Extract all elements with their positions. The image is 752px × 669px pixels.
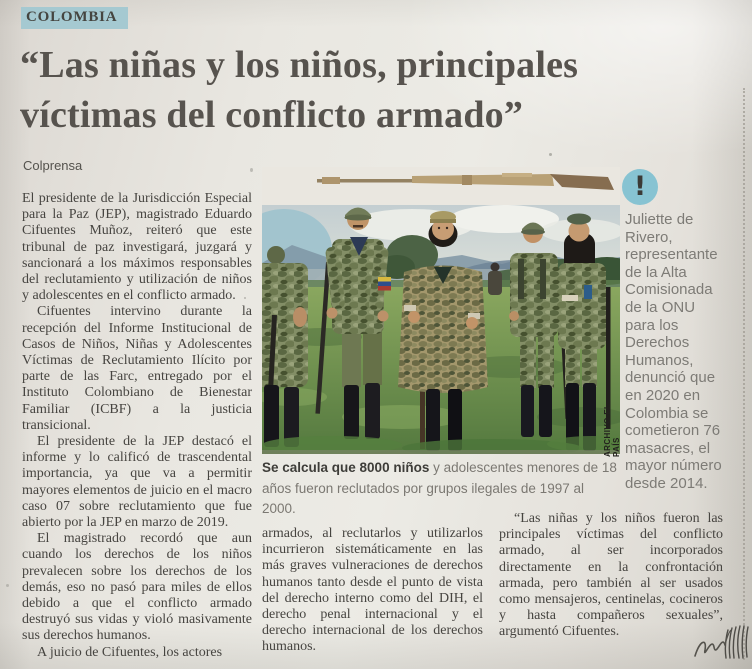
paragraph: Cifuentes intervino durante la recepción del Informe Institucional de Casos de Niños, Niñas y Adolescentes Víctimas de Reclutamiento Ilícito por parte de las Farc, entregado por el Instituto Colombiano de Bienestar Familiar (ICBF) a la justicia transicional. <box>22 304 252 433</box>
paragraph: A juicio de Cifuentes, los actores <box>37 644 223 660</box>
column-divider <box>743 88 745 660</box>
pen-scribble <box>692 620 752 666</box>
paragraph: El magistrado recordó que aun cuando los derechos de los niños prevalecen sobre los derechos de los demás, eso no pasó para miles de ellos debido a que el conflicto armado destruyó sus vidas y violó masivamente sus derechos humanos. <box>22 531 252 644</box>
paragraph: El presidente de la Jurisdicción Especial para la Paz (JEP), magistrado Eduardo Cifuentes Muñoz, reiteró que este tribunal de paz investigará, juzgará y sancionará a los máximos responsables del reclutamiento y utilización de niños y adolescentes en el conflicto armado. <box>22 191 252 304</box>
article-column-middle <box>262 526 483 666</box>
headline-line2: víctimas del conflicto armado” <box>20 94 524 136</box>
caption-text: y adolescentes menores de 18 años fueron reclutados por grupos ilegales de 1997 al 2000. <box>262 460 617 516</box>
ink-speck <box>6 584 9 587</box>
headline-line1: “Las niñas y los niños, principales <box>20 44 579 86</box>
section-kicker: COLOMBIA <box>21 7 128 29</box>
byline: Colprensa <box>23 158 83 173</box>
paragraph: “Las niñas y los niños fueron las principales víctimas del conflicto armado, al ser incorporados directamente en la confrontación armada, pero también al ser usados como mensajeros, centinelas, cocineros y hasta compañeros sexuales”, argumentó Cifuentes. <box>499 511 723 640</box>
ink-speck <box>244 297 246 299</box>
paragraph: El presidente de la JEP destacó el informe y lo calificó de trascendental importancia, ya que va a permitir mayores elementos de juicio en el macro caso 07 sobre reclutamiento que fue abierto por la JEP en marzo de 2019. <box>22 434 252 531</box>
article-column-right <box>499 511 723 663</box>
photo <box>262 167 620 454</box>
paragraph: armados, al reclutarlos y utilizarlos incurrieron sistemáticamente en las más graves vulneraciones de derechos humanos tanto desde el punto de vista del derecho interno como del DIH, el derecho penal internacional y el derecho internacional de los derechos humanos. <box>262 526 483 655</box>
colombia-flag-armband <box>378 277 391 291</box>
photo-illustration <box>262 167 620 454</box>
ink-speck <box>549 153 552 156</box>
exclamation-icon: ! <box>622 169 658 205</box>
headline <box>20 40 746 140</box>
photo-credit: ARCHIVO EL PAÍS <box>603 403 621 457</box>
caption-lead: Se calcula que 8000 niños <box>262 460 430 475</box>
factbox-text: Juliette de Rivero, representante de la Alta Comisionada de la ONU para los Derechos Humanos, denunció que en 2020 en Colombia se cometieron 76 masacres, el mayor número desde 2014. <box>625 211 722 492</box>
ink-speck <box>250 168 253 172</box>
article-column-left <box>22 191 252 665</box>
